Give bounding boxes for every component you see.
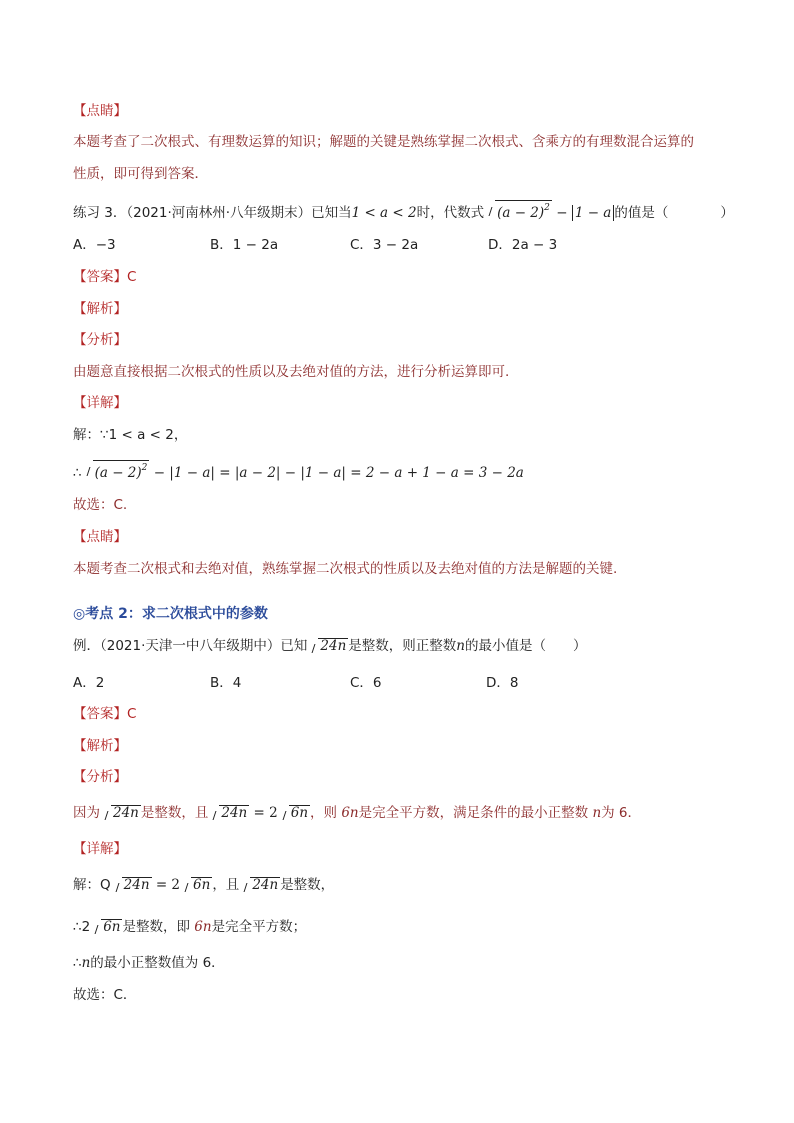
example-option-a: A．2	[73, 675, 105, 691]
dianjing-text-line2: 性质，即可得到答案．	[73, 166, 208, 182]
exercise3-dianjing-text: 本题考查二次根式和去绝对值，熟练掌握二次根式的性质以及去绝对值的方法是解题的关键.	[73, 561, 618, 577]
exercise3-step2-sqrt: $(a - 2)^2$	[84, 460, 150, 482]
exercise3-option-d: D．2a − 3	[488, 237, 558, 253]
fenxi-sqrt-24n: 24n	[102, 804, 141, 822]
example-detail-line1: 解：Q 24n = 2 6n ，且 24n 是整数，	[73, 877, 335, 893]
exercise3-sqrt	[486, 200, 552, 222]
example-prefix: 例．（2021·天津一中八年级期中）已知	[73, 638, 308, 654]
exercise3-option-b: B．1 − 2a	[210, 237, 279, 253]
example-xiangjie-heading: 【详解】	[73, 841, 127, 857]
example-fenxi-heading: 【分析】	[73, 769, 127, 785]
example-detail-line2: ∴2 6n 是整数，即 6n是完全平方数；	[73, 919, 307, 935]
exercise3-dianjing-heading: 【点睛】	[73, 529, 127, 545]
example-jiexi-heading: 【解析】	[73, 738, 127, 754]
exercise3-mid: 时，代数式	[416, 205, 485, 221]
exercise3-condition: 1 < a < 2	[351, 205, 417, 221]
exercise3-sqrt-radicand: $(a - 2)^2$	[495, 200, 552, 221]
kaodian2-title: ◎考点 2：求二次根式中的参数	[73, 606, 268, 622]
example-detail-line3: ∴n的最小正整数值为 6．	[73, 955, 225, 971]
exercise3-jiexi-heading: 【解析】	[73, 301, 127, 317]
example-fenxi-text: 因为 24n 是整数，且 24n = 2 6n ，则 6n是完全平方数，满足条件的最小正整数 n为 6．	[73, 805, 642, 821]
exercise3-step2-therefore: ∴	[73, 465, 82, 481]
exercise3-prefix: 练习 3．（2021·河南林州·八年级期末）已知当	[73, 205, 352, 221]
exercise3-step2-rest: − |1 − a| = |a − 2| − |1 − a| = 2 − a + 1 − a = 3 − 2a	[153, 465, 524, 481]
example-answer: 【答案】C	[73, 706, 137, 722]
exercise3-xiangjie-heading: 【详解】	[73, 395, 127, 411]
exercise3-option-a: A．−3	[73, 237, 116, 253]
exercise3-fenxi-text: 由题意直接根据二次根式的性质以及去绝对值的方法，进行分析运算即可.	[73, 364, 510, 380]
exercise3-minus: −	[556, 205, 568, 221]
example-sqrt: 24n	[309, 637, 348, 655]
fenxi-sqrt-6n: 6n	[280, 804, 310, 822]
exercise3-question	[73, 200, 734, 222]
section-heading-dianjing: 【点睛】	[73, 103, 127, 119]
example-options	[73, 674, 693, 692]
example-option-c: C．6	[350, 675, 382, 691]
fenxi-sqrt-24n-2: 24n	[210, 804, 249, 822]
exercise3-select: 故选：C.	[73, 497, 128, 513]
dianjing-text-line1: 本题考查了二次根式、有理数运算的知识；解题的关键是熟练掌握二次根式、含乘方的有理数混合运算的	[73, 134, 694, 150]
exercise3-step2	[73, 460, 524, 482]
exercise3-fenxi-heading: 【分析】	[73, 332, 127, 348]
example-var-n: n	[456, 638, 465, 654]
exercise3-step1: 解：∵1 < a < 2，	[73, 427, 188, 443]
example-mid: 是整数，则正整数	[348, 638, 457, 654]
example-suffix: 的最小值是（ ）	[464, 638, 587, 654]
exercise3-abs: 1 − a	[572, 205, 615, 221]
exercise3-suffix: 的值是（	[614, 205, 669, 221]
exercise3-options	[73, 236, 693, 254]
exercise3-answer: 【答案】C	[73, 269, 137, 285]
example-question	[73, 637, 586, 655]
exercise3-option-c: C．3 − 2a	[350, 237, 419, 253]
example-option-d: D．8	[486, 675, 519, 691]
example-select: 故选：C．	[73, 987, 137, 1003]
exercise3-close: ）	[720, 205, 734, 221]
example-option-b: B．4	[210, 675, 242, 691]
